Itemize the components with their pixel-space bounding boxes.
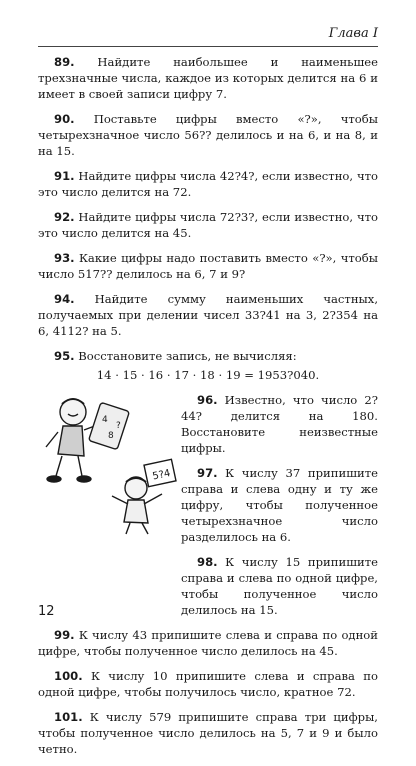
problem-89 — [38, 54, 378, 102]
children-illustration — [38, 392, 178, 537]
problem-text: Известно, что число 2?44? делится на 180. Восстановите неизвестные цифры. — [181, 393, 378, 455]
problem-text: Найдите цифры числа 42?4?, если известно, что это число делится на 72. — [38, 169, 378, 199]
problem-number: 100. — [54, 669, 83, 683]
problem-number: 99. — [54, 628, 75, 642]
slate-digit: 4 — [102, 415, 108, 425]
problem-text: К числу 15 припишите справа и слева по одной цифре, чтобы полученное число делилось на 15. — [181, 555, 378, 617]
problem-text: Восстановите запись, не вычисляя: — [74, 349, 297, 363]
running-header — [38, 26, 378, 47]
problem-number: 94. — [54, 292, 75, 306]
problem-text: Найдите наибольшее и наименьшее трехзначные числа, каждое из которых делится на 6 и имеет в своей записи цифру 7. — [38, 55, 378, 101]
problem-98 — [181, 554, 378, 618]
page-content — [38, 54, 378, 766]
problem-number: 95. — [54, 349, 75, 363]
formula: 14 · 15 · 16 · 17 · 18 · 19 = 1953?040. — [96, 368, 320, 382]
problem-94 — [38, 291, 378, 339]
problem-text: К числу 579 припишите справа три цифры, чтобы полученное число делилось на 5, 7 и 9 и было четно. — [38, 710, 378, 756]
problem-number: 92. — [54, 210, 75, 224]
problem-text: Какие цифры надо поставить вместо «?», чтобы число 517?? делилось на 6, 7 и 9? — [38, 251, 378, 281]
problem-number: 93. — [54, 251, 75, 265]
problem-92 — [38, 209, 378, 241]
problem-number: 97. — [197, 466, 218, 480]
problem-number: 90. — [54, 112, 75, 126]
problem-number: 89. — [54, 55, 75, 69]
slate-digit: 8 — [108, 431, 114, 441]
problem-number: 91. — [54, 169, 75, 183]
chapter-title: Глава I — [328, 26, 378, 41]
problem-number: 96. — [197, 393, 218, 407]
problem-99 — [38, 627, 378, 659]
problem-101 — [38, 709, 378, 757]
problem-91 — [38, 168, 378, 200]
problem-96 — [181, 392, 378, 456]
problem-text: К числу 43 припишите слева и справа по одной цифре, чтобы полученное число делилось на 45. — [38, 628, 378, 658]
problem-text: К числу 37 припишите справа и слева одну и ту же цифру, чтобы полученное четырехзначное число разделилось на 6. — [181, 466, 378, 544]
problem-number: 101. — [54, 710, 83, 724]
problem-text: Поставьте цифры вместо «?», чтобы четырехзначное число 56?? делилось и на 6, и на 8, и на 15. — [38, 112, 378, 158]
problem-text: К числу 10 припишите слева и справа по одной цифре, чтобы получилось число, кратное 72. — [38, 669, 378, 699]
card-text: 5?4 — [151, 467, 172, 483]
slate-digit: ? — [116, 421, 121, 431]
problem-text: Найдите цифры числа 72?3?, если известно, что это число делится на 45. — [38, 210, 378, 240]
problem-97 — [181, 465, 378, 545]
problem-93 — [38, 250, 378, 282]
problem-100 — [38, 668, 378, 700]
problem-95 — [38, 348, 378, 364]
page-number: 12 — [38, 604, 55, 619]
right-column — [181, 392, 378, 618]
problem-90 — [38, 111, 378, 159]
problem-number: 98. — [197, 555, 218, 569]
problem-text: Найдите сумму наименьших частных, получаемых при делении чисел 33?41 на 3, 2?354 на 6, 4112? на 5. — [38, 292, 378, 338]
illustrated-block — [38, 392, 378, 618]
